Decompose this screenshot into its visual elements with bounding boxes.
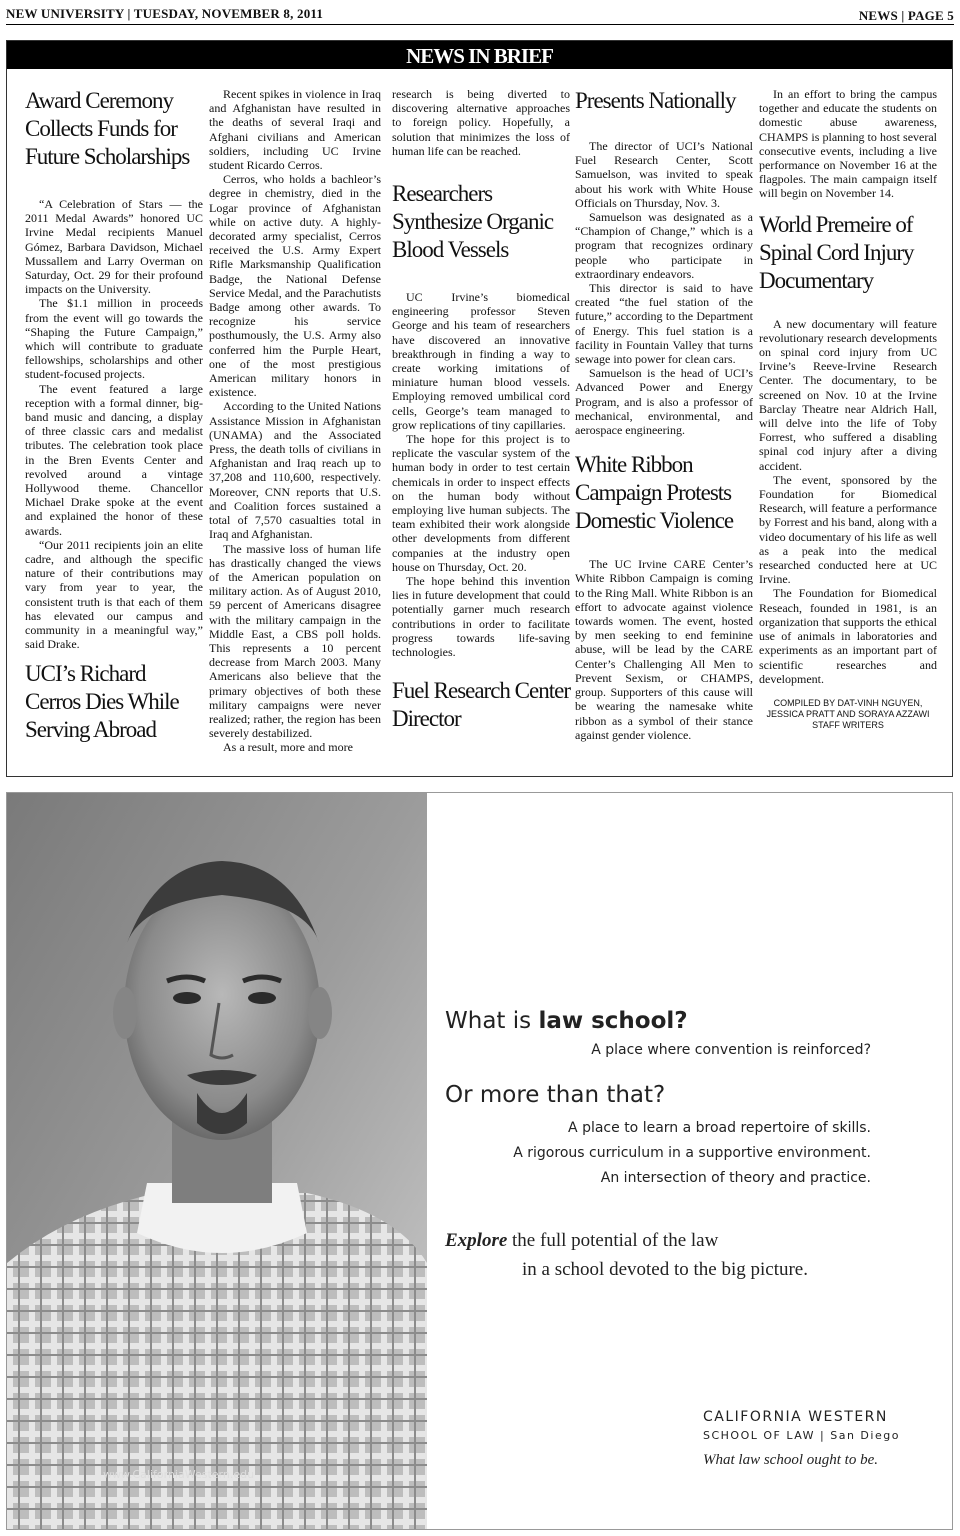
cerros-p3: According to the United Nations Assistance Mission in Afghanistan (UNAMA) and the Associated Press, the death tolls of civilians in Afghanistan and Iraq reach up to 37,208 and 110,600, respectively. Moreover, CNN reports that U.S. and Coalition forces sustained a total of 7,570 casualties total in Iraq and Afghanistan.: [209, 399, 381, 542]
ad-list-item: An intersection of theory and practice.: [600, 1170, 871, 1186]
spinal-p1: A new documentary will feature revolutionary research developments on spinal cord injury from UC Irvine’s Reeve-Irvine Research Center. The documentary, to be screened on Nov. 10 at the Irvine Barclay Theatre near Aldrich Hall, will delve into the life of Toby Forrest, who suffered a disabling spinal cod injury after a diving accident.: [759, 316, 937, 473]
award-p3: The event featured a large reception with a formal dinner, big-band music and dancing, a display of three classic cars and medalist tributes. The celebration took place in the Bren Events Center and revolved around a vintage Hollywood theme. Chancellor Michael Drake spoke at the event and explained the honor of these awards.: [25, 381, 203, 538]
headline-fuel-b: Presents Nationally: [575, 88, 736, 113]
headline-fuel-a: Fuel Research Center Director: [392, 678, 570, 732]
law-school-advertisement: [6, 792, 953, 1530]
fuel-p3: This director is said to have created “the fuel station of the future,” according to the Department of Energy. This fuel station is a facility in Fountain Valley that turns sewage into power for clean cars.: [575, 281, 753, 367]
cerros-p2: Cerros, who holds a bachleor’s degree in chemistry, died in the Logar province of Afghanistan while on active duty. A highly-decorated army specialist, Cerros received the U.S. Army Expert Rifle Marksmanship Qualification Badge, the National Defense Service Medal, and the Parachutists Badge among other awards. To recognize his service posthumously, the U.S. Army also conferred him the Purple Heart, one of the most prestigious American military honors in existence.: [209, 172, 381, 400]
column-5: [759, 87, 937, 731]
fuel-p2: Samuelson was designated as a “Champion of Change,” which is a program that recognizes ordinary people who participate in extraordinary endeavors.: [575, 210, 753, 281]
school-subtitle: SCHOOL OF LAW | San Diego: [703, 1429, 900, 1442]
blood-p1: UC Irvine’s biomedical engineering professor Steven George and his team of researchers have discovered an innovative breakthrough in finding a way to create working imitations of miniature human blood vessels. Employing removed umbilical cord cells, George’s team managed to grow replications of tiny capillaries.: [392, 290, 570, 432]
ad-explore-line2: in a school devoted to the big picture.: [522, 1259, 808, 1280]
blood-p3: The hope behind this invention lies in future development that could potentially garner much research contributions in order to facilitate progress towards life-saving technologies.: [392, 574, 570, 660]
masthead: [6, 4, 954, 22]
cerros-p5a: As a result, more and more: [223, 740, 353, 755]
headline-blood: Researchers Synthesize Organic Blood Vessels: [392, 181, 554, 263]
headline-spinal: World Premeire of Spinal Cord Injury Documentary: [759, 211, 914, 293]
blood-p2: The hope for this project is to replicate the vascular system of the human body in order to test certain chemicals in order to inspect effects on the human body without employing live human subjects. The team exhibited their work alongside other developments from different companies at the industry open house on Thursday, Oct. 20.: [392, 432, 570, 574]
news-in-brief-box: [6, 40, 953, 777]
column-1: [25, 87, 203, 744]
ad-list-item: A rigorous curriculum in a supportive environment.: [513, 1145, 871, 1161]
ad-answer-1: A place where convention is reinforced?: [591, 1042, 871, 1058]
ad-explore-rest: the full potential of the law: [507, 1230, 719, 1251]
spinal-p3: The Foundation for Biomedical Reseach, founded in 1981, is an organization that supports the ethical use of animals in laboratories and experiments as an important part of scientific researches and development.: [759, 586, 937, 686]
award-p4: “Our 2011 recipients join an elite cadre, and although the specific nature of their contributions may vary from year to year, the consistent truth is that each of them has elevated our campus and community in a meaningful way,” said Drake.: [25, 537, 203, 652]
ribbon-p1: The UC Irvine CARE Center’s White Ribbon Campaign is coming to the Ring Mall. White Ribbon is an effort to advocate against violence towards women. The event, hosted by men seeking to end feminine abuse, will be lead by the CARE Center’s Challenging All Men to Prevent Sexism, or CHAMPS, group. Supporters of this cause will be wearing the namesake white ribbon as a symbol of their stance against gender violence.: [575, 557, 753, 742]
headline-cerros: UCI’s Richard Cerros Dies While Serving Abroad: [25, 660, 179, 742]
credit-line-2: JESSICA PRATT AND SORAYA AZZAWI: [766, 708, 930, 719]
headline-ribbon: White Ribbon Campaign Protests Domestic Violence: [575, 452, 734, 534]
ribbon-p2: In an effort to bring the campus together and educate the students on domestic abuse awareness, CHAMPS is planning to host several consecutive events, including a live performance on November 16 at the flagpoles. The main campaign itself will begin on November 14.: [759, 87, 937, 201]
ad-list: [445, 1116, 871, 1191]
masthead-left: NEW UNIVERSITY | TUESDAY, NOVEMBER 8, 2011: [6, 6, 324, 21]
fuel-p4: Samuelson is the head of UCI’s Advanced Power and Energy Program, and is also a professor of mechanical, environmental, and aerospace engineering.: [575, 366, 753, 438]
award-p2: The $1.1 million in proceeds from the event will go towards the “Shaping the Future Campaign,” which will contribute to graduate fellowships, scholarships and other student-focused projects.: [25, 296, 203, 382]
ad-explore-bold: Explore: [445, 1230, 508, 1251]
section-title: NEWS IN BRIEF: [7, 41, 952, 69]
headline-award: Award Ceremony Collects Funds for Future Scholarships: [25, 88, 190, 169]
school-name: CALIFORNIA WESTERN: [703, 1409, 888, 1425]
ad-question-1: [445, 1008, 925, 1034]
award-p1: “A Celebration of Stars — the 2011 Medal Awards” honored UC Irvine Medal recipients Manuel Gómez, Barbara Davidson, Michael Mussallem and Larry Overman on Saturday, Oct. 29 for their profound impacts on the University.: [25, 197, 203, 297]
column-4: [575, 87, 753, 742]
masthead-rule: [6, 24, 954, 25]
ad-url[interactable]: www.CaliforniaWestern.edu: [103, 1468, 255, 1481]
column-3: [392, 87, 570, 733]
school-logo: [703, 1409, 915, 1469]
cerros-p1: Recent spikes in violence in Iraq and Afghanistan have resulted in the deaths of several Iraqi and Afghani civilians and American soldiers, including UC Irvine student Ricardo Cerros.: [209, 87, 381, 173]
cerros-p4: The massive loss of human life has drastically changed the views of the American population on military action. As of August 2010, 59 percent of Americans disagree with the military campaign in the Middle East, a CBS poll holds. This represents a 10 percent decrease from March 2003. Many Americans also believe that the primary objectives of both these military campaigns were never realized; rather, the region has been severely destabilized.: [209, 541, 381, 741]
column-2: [209, 87, 381, 755]
fuel-p1: The director of UCI’s National Fuel Research Center, Scott Samuelson, was invited to speak about his work with White House Officials on Thursday, Nov. 3.: [575, 139, 753, 210]
ad-question-2: Or more than that?: [445, 1082, 666, 1108]
ad-list-item: A place to learn a broad repertoire of skills.: [568, 1120, 871, 1136]
staff-credit: [759, 698, 937, 731]
spinal-p2: The event, sponsored by the Foundation for Biomedical Research, will feature a performance by Forrest and his band, along with a video documentary of his life as well as a peak into the medical researched conducted here at UC Irvine.: [759, 472, 937, 587]
cerros-p5b: research is being diverted to discovering alternative approaches to foreign policy. Hopefully, a solution that minimizes the loss of human life can be reached.: [392, 87, 570, 158]
student-portrait-photo: [7, 793, 427, 1529]
credit-line-3: STAFF WRITERS: [812, 719, 884, 730]
masthead-right: NEWS | PAGE 5: [858, 8, 954, 23]
school-tagline: What law school ought to be.: [703, 1452, 878, 1468]
ad-explore: [445, 1226, 925, 1284]
ad-q1-pre: What is: [445, 1008, 539, 1034]
credit-line-1: COMPILED BY DAT-VINH NGUYEN,: [773, 697, 923, 708]
ad-copy: [445, 1008, 925, 1284]
ad-q1-bold: law school?: [538, 1008, 688, 1034]
